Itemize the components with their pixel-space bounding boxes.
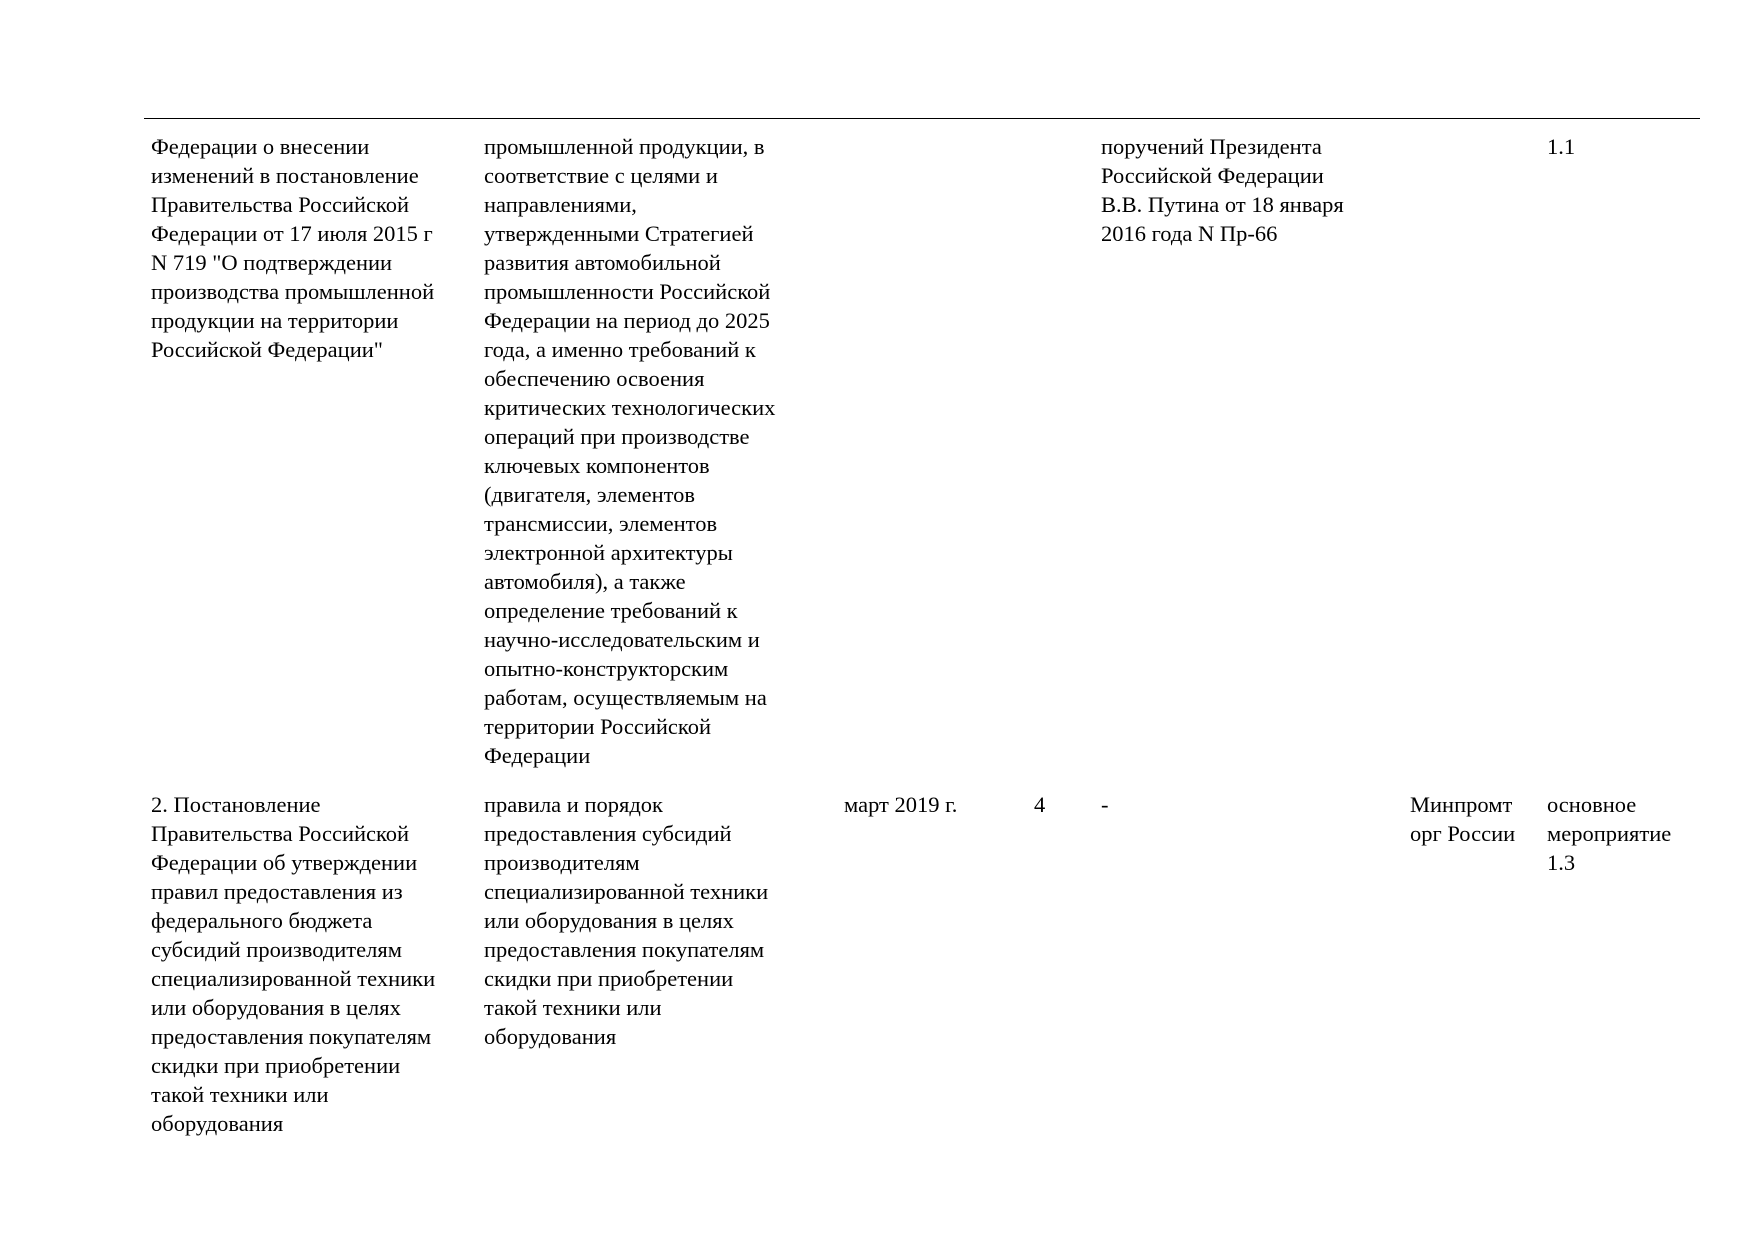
content-cell: промышленной продукции, в соответствие с целями и направлениями, утвержденными Стратегией развития автомобильной промышленности Российской Федерации на период до 2025 года, а именно требований к обеспечению освоения критических технологических операций при производстве ключевых компонентов (двигателя, элементов трансмиссии, элементов электронной архитектуры автомобиля), а также определение требований к научно-исследовательским и опытно-конструкторским работам, осуществляемым на территории Российской Федерации	[484, 134, 776, 768]
measure-cell: 1.1	[1547, 134, 1576, 159]
code-cell: 4	[1034, 792, 1046, 817]
measure-cell: основное мероприятие 1.3	[1547, 792, 1672, 875]
document-name-cell: 2. Постановление Правительства Российской Федерации об утверждении правил предоставления из федерального бюджета субсидий производителям специализированной техники или оборудования в целях предоставления покупателям скидки при приобретении такой техники или оборудования	[151, 792, 436, 1136]
executor-cell: Минпромт орг России	[1410, 792, 1516, 846]
term-cell: март 2019 г.	[844, 792, 958, 817]
basis-cell: -	[1101, 792, 1109, 817]
content-cell: правила и порядок предоставления субсидий производителям специализированной техники или оборудования в целях предоставления покупателям скидки при приобретении такой техники или оборудования	[484, 792, 769, 1049]
document-name-cell: Федерации о внесении изменений в постановление Правительства Российской Федерации от 17 июля 2015 г N 719 "О подтверждении производства промышленной продукции на территории Российской Федерации"	[151, 134, 435, 362]
table-top-rule	[144, 118, 1700, 119]
basis-cell: поручений Президента Российской Федерации В.В. Путина от 18 января 2016 года N Пр-66	[1101, 134, 1344, 246]
